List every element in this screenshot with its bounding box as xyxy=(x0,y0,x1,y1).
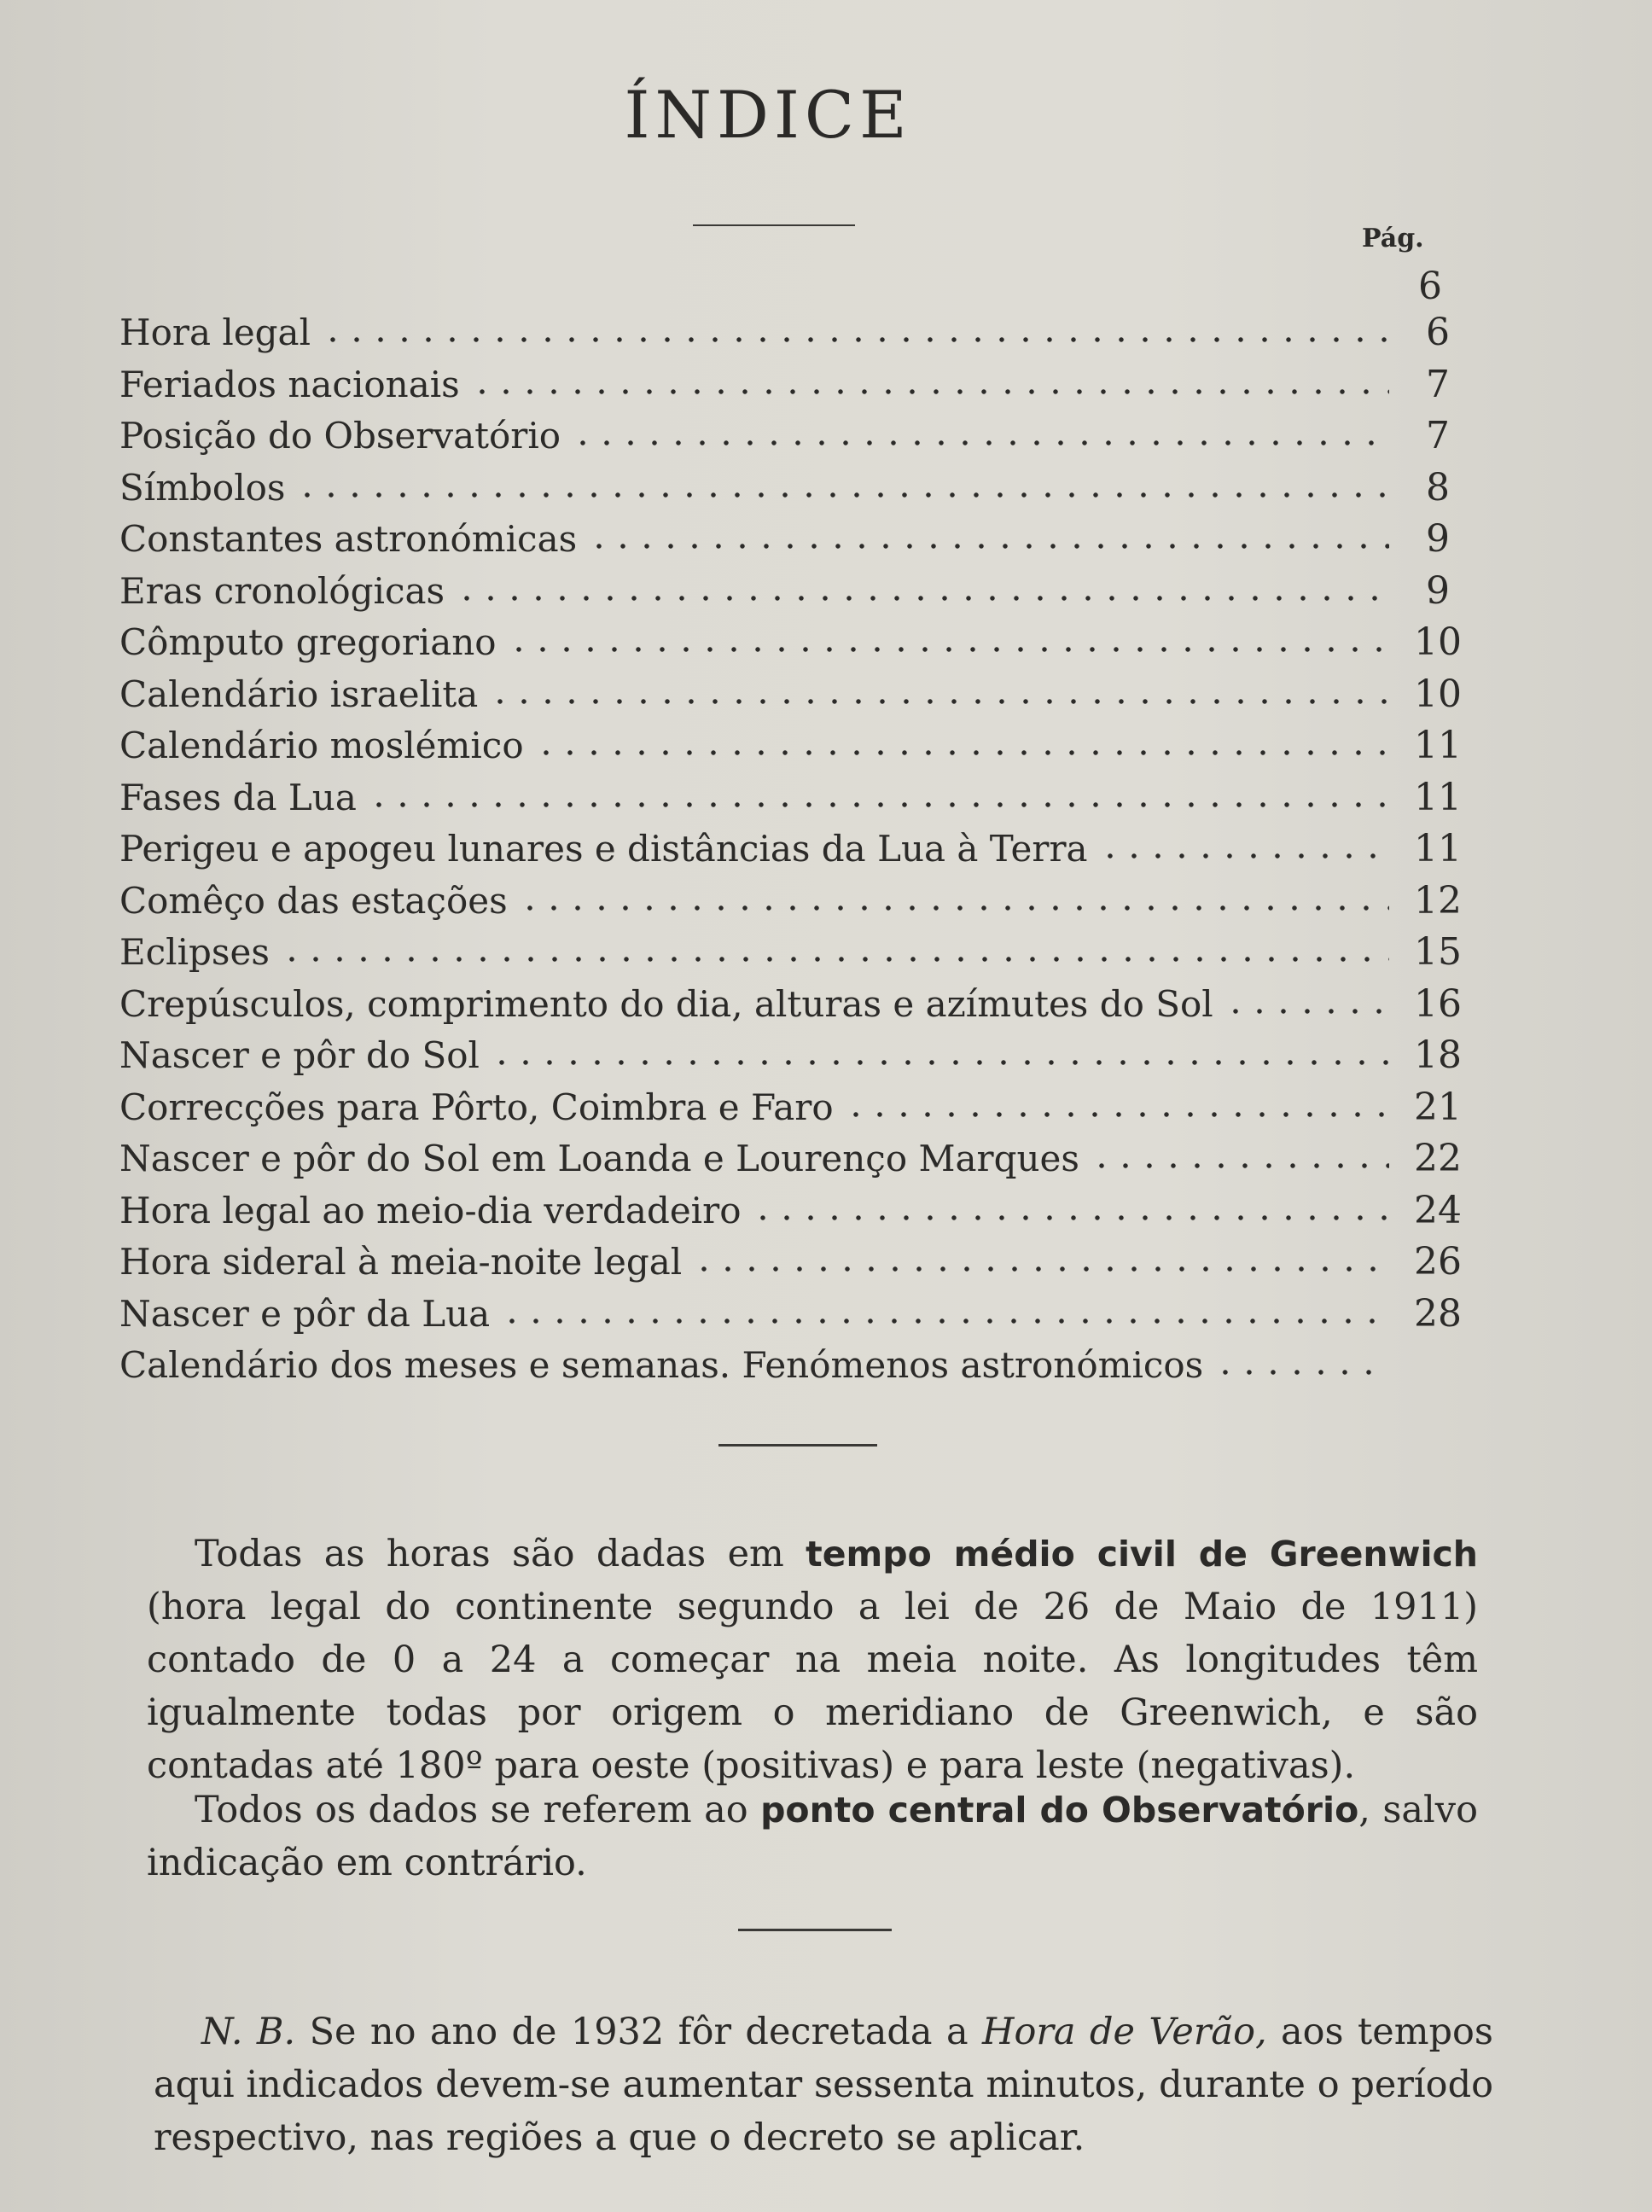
toc-entry-label: Símbolos xyxy=(119,466,286,509)
toc-entry-page: 22 xyxy=(1414,1137,1462,1180)
toc-entry-label: Crepúsculos, comprimento do dia, alturas e azímutes do Sol xyxy=(119,982,1213,1025)
para1-text-b: (hora legal do continente segundo a lei de 26 de Maio de 1911) contado de 0 a 24 a começar na meia noite. As longitudes têm igualmente todas por origem o meridiano de Greenwich, e são contadas até 180º para oeste (positivas) e para leste (negativas). xyxy=(147,1586,1478,1787)
page-column-label: Pág. xyxy=(1362,224,1424,253)
toc-leader-dots xyxy=(295,463,1389,500)
toc-entry-page: 28 xyxy=(1414,1291,1462,1336)
nb-italic: Hora de Verão, xyxy=(981,2011,1267,2053)
nb-text-b: aos tempos aqui indicados devem-se aumentar sessenta minutos, durante o período respectivo, nas regiões a que o decreto se aplicar. xyxy=(154,2011,1493,2159)
toc-leader-dots xyxy=(534,720,1389,758)
toc-entry-page: 8 xyxy=(1426,465,1450,509)
toc-row xyxy=(119,979,1476,1030)
toc-entry-page: 16 xyxy=(1414,981,1462,1026)
toc-row xyxy=(119,1133,1476,1185)
toc-leader-dots xyxy=(1098,824,1389,861)
toc-entry-page: 6 xyxy=(1426,311,1450,354)
page-title: ÍNDICE xyxy=(624,77,912,153)
toc-leader-dots xyxy=(587,514,1389,551)
toc-entry-label: Constantes astronómicas xyxy=(119,518,578,560)
toc-row xyxy=(119,669,1476,720)
toc-leader-dots xyxy=(751,1185,1389,1223)
toc-entry-label: Feriados nacionais xyxy=(119,363,460,405)
toc-leader-dots xyxy=(571,410,1389,448)
divider-middle xyxy=(718,1444,877,1447)
toc-row xyxy=(119,1030,1476,1081)
divider-top xyxy=(693,224,855,226)
toc-entry-page: 18 xyxy=(1414,1033,1462,1077)
toc-row xyxy=(119,307,1476,358)
toc-entry-label: Calendário dos meses e semanas. Fenómenos astronómicos xyxy=(119,1344,1204,1386)
nota-bene-paragraph xyxy=(154,2005,1493,2164)
toc-entry-label: Hora legal xyxy=(119,311,311,353)
toc-row xyxy=(119,772,1476,824)
toc-leader-dots xyxy=(470,359,1389,397)
toc-entry-page: 26 xyxy=(1414,1240,1462,1284)
toc-row xyxy=(119,927,1476,978)
toc-entry-page: 11 xyxy=(1414,775,1462,819)
toc-leader-dots xyxy=(488,669,1389,707)
toc-leader-dots xyxy=(507,617,1389,655)
toc-entry-label: Eclipses xyxy=(119,931,270,973)
toc-row xyxy=(119,1340,1476,1391)
toc-entry-page: 7 xyxy=(1426,414,1450,457)
toc-leader-dots xyxy=(490,1030,1389,1068)
toc-leader-dots xyxy=(367,772,1389,810)
toc-entry-page: 10 xyxy=(1414,620,1462,664)
toc-entry-label: Hora sideral à meia-noite legal xyxy=(119,1241,683,1283)
toc-entry-page: 11 xyxy=(1414,724,1462,767)
toc-entry-page: 12 xyxy=(1414,878,1462,923)
toc-leader-dots xyxy=(1213,1340,1389,1377)
toc-leader-dots xyxy=(455,566,1389,603)
note-paragraph-times xyxy=(147,1528,1478,1792)
toc-entry-page: 15 xyxy=(1414,930,1462,974)
toc-row xyxy=(119,1289,1476,1340)
toc-entry-label: Correcções para Pôrto, Coimbra e Faro xyxy=(119,1086,834,1128)
toc-row xyxy=(119,876,1476,927)
toc-entry-label: Calendário moslémico xyxy=(119,725,524,766)
nb-text-a: Se no ano de 1932 fôr decretada a xyxy=(295,2011,982,2053)
toc-entry-label: Eras cronológicas xyxy=(119,569,445,612)
toc-entry-label: Posição do Observatório xyxy=(119,415,561,457)
toc-entry-page: 9 xyxy=(1426,568,1450,613)
toc-entry-page: 24 xyxy=(1414,1188,1462,1232)
toc-row xyxy=(119,1082,1476,1133)
note-paragraph-data xyxy=(147,1784,1478,1889)
toc-leader-dots xyxy=(280,927,1389,964)
toc-leader-dots xyxy=(844,1082,1389,1120)
toc-row xyxy=(119,566,1476,617)
toc-leader-dots xyxy=(518,876,1389,913)
toc-row xyxy=(119,463,1476,514)
toc-entry-page: 7 xyxy=(1426,362,1450,406)
toc-entry-label: Comêço das estações xyxy=(119,879,508,922)
toc-entry-page: 10 xyxy=(1414,672,1462,716)
para1-text-a: Todas as horas são dadas em xyxy=(195,1533,806,1575)
toc-entry-page: 21 xyxy=(1414,1085,1462,1129)
para2-text-a: Todos os dados se referem ao xyxy=(195,1789,761,1831)
toc-entry-page: 9 xyxy=(1426,517,1450,561)
toc-entry-label: Perigeu e apogeu lunares e distâncias da Lua à Terra xyxy=(119,828,1088,870)
toc-entry-label: Cômputo gregoriano xyxy=(119,621,497,663)
toc-entry-label: Nascer e pôr da Lua xyxy=(119,1292,491,1335)
toc-leader-dots xyxy=(1224,979,1389,1016)
toc-row xyxy=(119,1185,1476,1237)
para2-text-b: , salvo indicação em contrário. xyxy=(147,1789,1478,1884)
toc-entry-label: Nascer e pôr do Sol em Loanda e Lourenço Marques xyxy=(119,1138,1079,1179)
toc-entry-label: Hora legal ao meio-dia verdadeiro xyxy=(119,1189,742,1231)
toc-first-page-number: 6 xyxy=(1418,265,1442,308)
toc-leader-dots xyxy=(321,307,1389,345)
toc-leader-dots xyxy=(692,1237,1389,1274)
nb-label: N. B. xyxy=(201,2011,296,2053)
toc-row xyxy=(119,514,1476,565)
toc-entry-label: Nascer e pôr do Sol xyxy=(119,1034,480,1076)
toc-entry-label: Fases da Lua xyxy=(119,776,357,818)
toc-row xyxy=(119,1237,1476,1288)
toc-leader-dots xyxy=(1090,1133,1389,1171)
toc-row xyxy=(119,617,1476,668)
toc-entry-page: 11 xyxy=(1414,827,1462,870)
toc-entry-label: Calendário israelita xyxy=(119,672,479,715)
toc-row xyxy=(119,720,1476,771)
para2-bold: ponto central do Observatório xyxy=(760,1790,1359,1831)
divider-bottom xyxy=(738,1929,892,1931)
para1-bold: tempo médio civil de Greenwich xyxy=(806,1534,1478,1575)
toc-leader-dots xyxy=(500,1289,1389,1326)
toc-row xyxy=(119,824,1476,875)
toc-row xyxy=(119,359,1476,410)
toc-row xyxy=(119,410,1476,462)
